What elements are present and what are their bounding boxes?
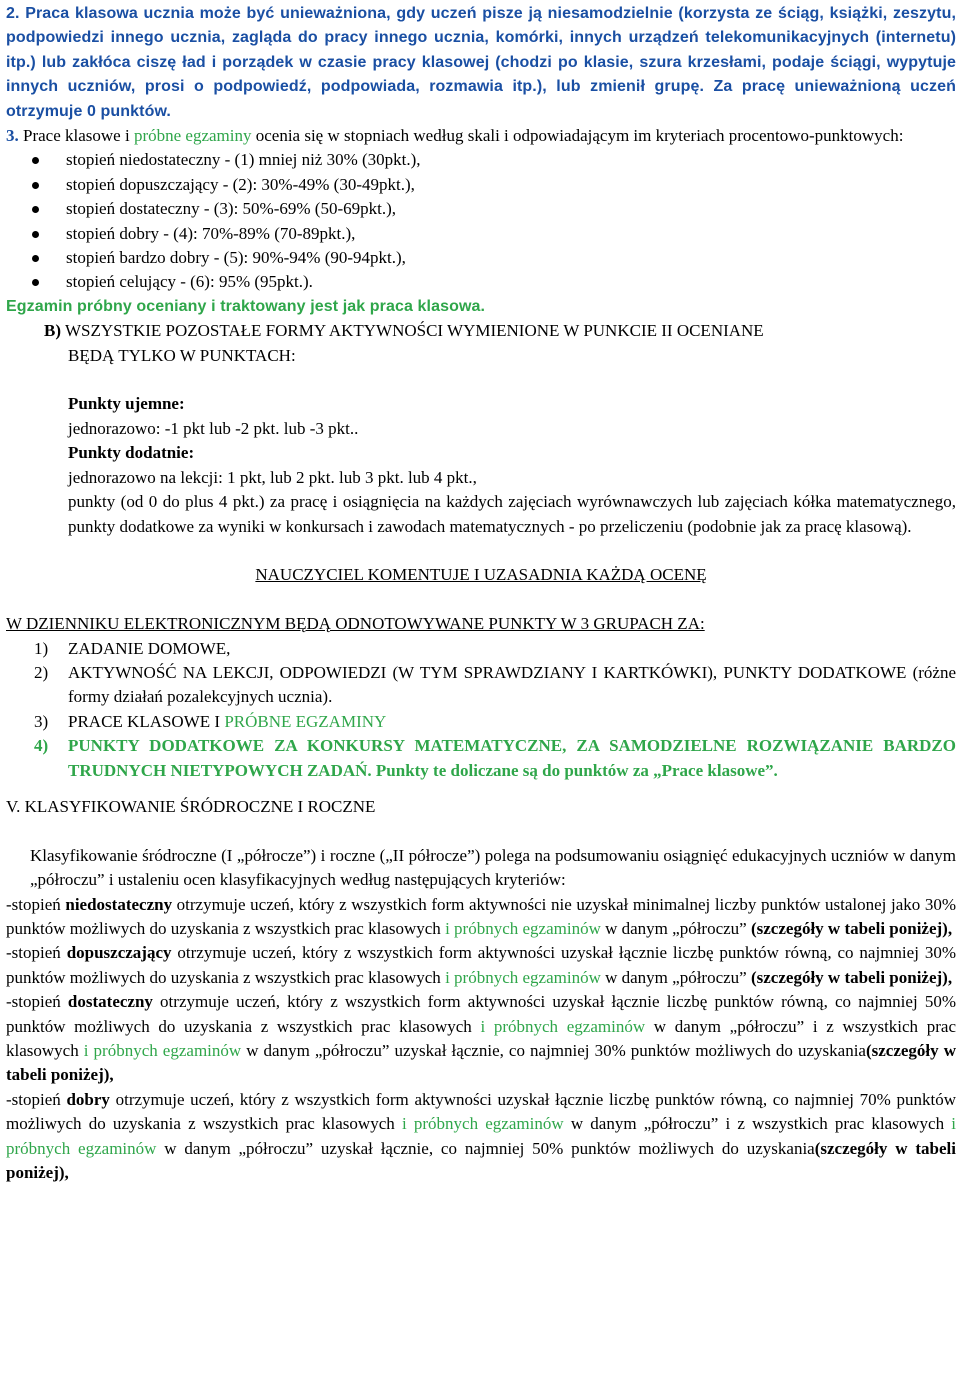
section-b <box>6 319 956 539</box>
criteria-green2: i próbnych egzaminów <box>83 1041 242 1060</box>
trial-exam-note: Egzamin próbny oceniany i traktowany jest jak praca klasowa. <box>6 297 486 315</box>
journal-title: W DZIENNIKU ELEKTRONICZNYM BĘDĄ ODNOTOWYWANE PUNKTY W 3 GRUPACH ZA: <box>6 614 705 634</box>
criteria-dst <box>6 990 956 1088</box>
section-3-paragraph <box>6 124 956 148</box>
criteria-green: i próbnych egzaminów <box>445 918 601 938</box>
journal-item-num: 4) <box>34 736 49 756</box>
section-3-green-text: próbne egzaminy <box>133 126 252 146</box>
section-b-line2: BĘDĄ TYLKO W PUNKTACH: <box>68 345 296 365</box>
criteria-tail: (szczegóły w tabeli poniżej), <box>6 1041 956 1085</box>
criteria-grade: niedostateczny <box>65 894 173 914</box>
criteria-text2: w danym „półroczu” i z wszystkich prac klasowych <box>563 1114 952 1134</box>
journal-item <box>6 637 956 661</box>
negative-points-text: jednorazowo: -1 pkt lub -2 pkt. lub -3 pkt.. <box>68 418 359 438</box>
criteria-text3: w danym „półroczu” uzyskał łącznie, co najmniej 50% punktów możliwych do uzyskania <box>156 1138 815 1158</box>
criteria-tail: (szczegóły w tabeli poniżej), <box>6 1138 956 1183</box>
section-3-number: 3. <box>6 126 19 146</box>
journal-groups-list <box>6 637 956 783</box>
grade-item: stopień dostateczny - (3): 50%-69% (50-69pkt.), <box>28 197 956 221</box>
criteria-green2: i próbnych egzaminów <box>6 1114 957 1158</box>
negative-points-title: Punkty ujemne: <box>68 394 185 414</box>
section-2-paragraph: 2. Praca klasowa ucznia może być unieważniona, gdy uczeń pisze ją niesamodzielnie (korzysta ze ściąg, książki, zeszytu, podpowiedzi innego ucznia, zagląda do pracy innego ucznia, komórki, innych urządzeń telekomunikacyjnych (internetu) itp.) lub zakłóca ciszę ład i porządek w czasie pracy klasowej (chodzi po klasie, szura krzesłami, podaje ściągi, wypytuje innych uczniów, prosi o podpowiedź, podpowiada, rozmawia itp.), lub zmienił grupę. Za pracę unieważnioną uczeń otrzymuje 0 punktów. <box>6 5 956 120</box>
section-v-intro: Klasyfikowanie śródroczne (I „półrocze”) i roczne („II półrocze”) polega na podsumowaniu osiągnięć edukacyjnych uczniów w danym „półroczu” i ustaleniu ocen klasyfikacyjnych według następujących kryteriów: <box>30 845 956 890</box>
criteria-text: otrzymuje uczeń, który z wszystkich form aktywności uzyskał łącznie liczbę punktów równą, co najmniej 30% punktów możliwych do uzyskania z wszystkich prac klasowych <box>6 943 956 987</box>
journal-item-text: ZADANIE DOMOWE, <box>68 638 231 658</box>
grade-item: stopień niedostateczny - (1) mniej niż 30% (30pkt.), <box>28 148 956 172</box>
criteria-tail: (szczegóły w tabeli poniżej), <box>750 967 953 987</box>
criteria-label: -stopień <box>6 992 68 1012</box>
criteria-text: otrzymuje uczeń, który z wszystkich form aktywności nie uzyskał minimalnej liczby punktów ustalonej jako 30% punktów możliwych do uzyskania z wszystkich prac klasowych <box>6 894 956 938</box>
criteria-grade: dostateczny <box>67 992 153 1012</box>
journal-item <box>6 710 956 734</box>
criteria-grade: dopuszczający <box>66 943 172 963</box>
criteria-label: -stopień <box>6 894 66 914</box>
criteria-label: -stopień <box>6 1089 67 1109</box>
journal-item-text: AKTYWNOŚĆ NA LEKCJI, ODPOWIEDZI (W TYM SPRAWDZIANY I KARTKÓWKI), PUNKTY DODATKOWE (różne formy działań pozalekcyjnych ucznia). <box>68 662 956 707</box>
positive-points-title: Punkty dodatnie: <box>68 443 195 463</box>
criteria-grade: dobry <box>66 1089 110 1109</box>
criteria-green: i próbnych egzaminów <box>480 1016 646 1036</box>
positive-points-text-1: jednorazowo na lekcji: 1 pkt, lub 2 pkt. lub 3 pkt. lub 4 pkt., <box>68 467 477 487</box>
grade-scale-list <box>6 148 956 294</box>
journal-item-text: PUNKTY DODATKOWE ZA KONKURSY MATEMATYCZNE, ZA SAMODZIELNE ROZWIĄZANIE BARDZO TRUDNYCH NIETYPOWYCH ZADAŃ. Punkty te doliczane są do punktów za „Prace klasowe”. <box>68 736 956 780</box>
criteria-text3: w danym „półroczu” uzyskał łącznie, co najmniej 30% punktów możliwych do uzyskania <box>241 1041 866 1060</box>
criteria-tail: (szczegóły w tabeli poniżej), <box>750 918 953 938</box>
journal-item-num: 2) <box>34 662 49 682</box>
section-3-text-b: ocenia się w stopniach według skali i odpowiadającym im kryteriach procentowo-punktowych: <box>251 126 904 146</box>
section-3-text-a: Prace klasowe i <box>18 126 134 146</box>
teacher-comment-heading: NAUCZYCIEL KOMENTUJE I UZASADNIA KAŻDĄ OCENĘ <box>255 565 707 585</box>
journal-item-green: PRÓBNE EGZAMINY <box>224 711 387 731</box>
journal-item-num: 3) <box>34 711 49 731</box>
journal-item <box>6 734 956 783</box>
criteria-ndst <box>6 893 956 942</box>
section-b-heading <box>30 319 956 343</box>
section-b-prefix: B) <box>44 321 61 341</box>
journal-item-num: 1) <box>34 638 49 658</box>
journal-item <box>6 661 956 710</box>
criteria-green: i próbnych egzaminów <box>445 967 601 987</box>
criteria-text2: w danym „półroczu” i z wszystkich prac klasowych <box>6 1016 956 1060</box>
section-v-title: V. KLASYFIKOWANIE ŚRÓDROCZNE I ROCZNE <box>6 796 376 816</box>
criteria-dop <box>6 941 956 990</box>
positive-points-text-2: punkty (od 0 do plus 4 pkt.) za pracę i osiągnięcia na każdych zajęciach wyrównawczych lub zajęciach kółka matematycznego, punkty dodatkowe za wyniki w konkursach i zawodach matematycznych - po przeliczeniu (podobnie jak za pracę klasową). <box>68 492 956 536</box>
section-b-line1: WSZYSTKIE POZOSTAŁE FORMY AKTYWNOŚCI WYMIENIONE W PUNKCIE II OCENIANE <box>61 321 764 341</box>
journal-item-text: PRACE KLASOWE I <box>68 711 225 731</box>
criteria-text2: w danym „półroczu” <box>600 967 751 987</box>
grade-item: stopień celujący - (6): 95% (95pkt.). <box>28 270 956 294</box>
grade-item: stopień dopuszczający - (2): 30%-49% (30-49pkt.), <box>28 173 956 197</box>
criteria-text2: w danym „półroczu” <box>600 918 751 938</box>
criteria-text: otrzymuje uczeń, który z wszystkich form aktywności uzyskał łącznie liczbę punktów równą, co najmniej 70% punktów możliwych do uzyskania z wszystkich prac klasowych <box>6 1089 956 1134</box>
criteria-green: i próbnych egzaminów <box>401 1114 564 1134</box>
criteria-db <box>6 1088 956 1186</box>
criteria-text: otrzymuje uczeń, który z wszystkich form aktywności uzyskał łącznie liczbę punktów równą, co najmniej 50% punktów możliwych do uzyskania z wszystkich prac klasowych <box>6 992 956 1036</box>
criteria-label: -stopień <box>6 943 67 963</box>
grade-item: stopień bardzo dobry - (5): 90%-94% (90-94pkt.), <box>28 246 956 270</box>
grade-item: stopień dobry - (4): 70%-89% (70-89pkt.), <box>28 222 956 246</box>
